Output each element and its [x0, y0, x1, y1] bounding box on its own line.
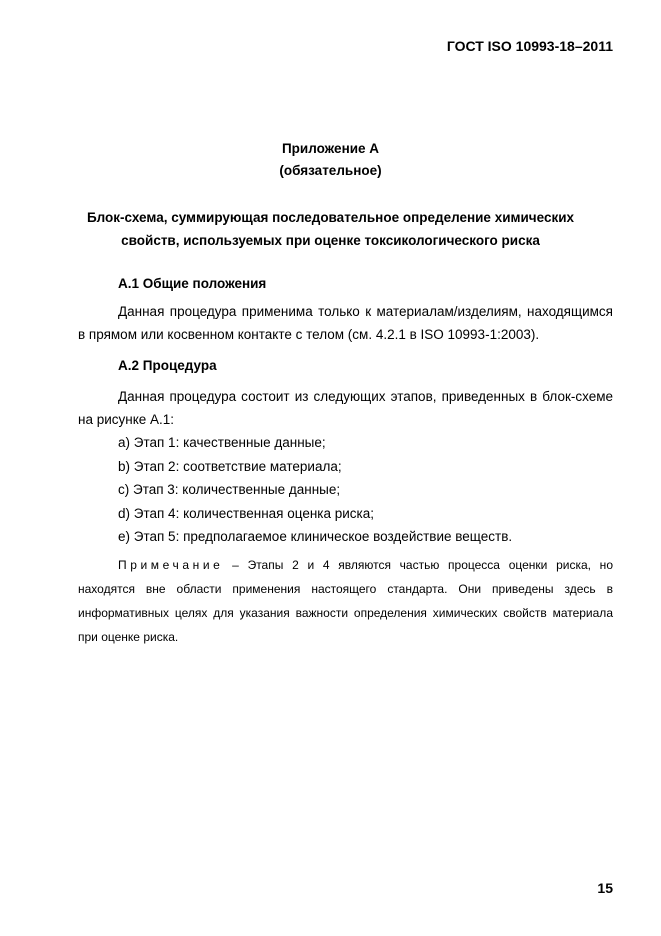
note-text: – Этапы 2 и 4 являются частью процесса оценки риска, но находятся вне области применения настоящего стандарта. Они приведены здесь в информативных целях для указания важности определения химических свойств материала при оценке риска.: [78, 558, 613, 644]
annex-title-block: [0, 138, 661, 182]
procedure-steps-list: [118, 431, 512, 549]
main-heading: [0, 206, 661, 252]
main-heading-line-1: Блок-схема, суммирующая последовательное определение химических: [86, 210, 575, 225]
list-item: e) Этап 5: предполагаемое клиническое воздействие веществ.: [118, 529, 513, 544]
note-label: Примечание: [118, 558, 224, 572]
section-general-paragraph: Данная процедура применима только к материалам/изделиям, находящимся в прямом или косвенном контакте с телом (см. 4.2.1 в ISO 10993-1:2003).: [78, 304, 613, 342]
list-item: d) Этап 4: количественная оценка риска;: [118, 505, 375, 521]
annex-status: (обязательное): [279, 163, 382, 178]
section-heading-procedure: А.2 Процедура: [118, 358, 217, 373]
page-number: 15: [597, 880, 613, 896]
section-general-body: [78, 300, 613, 346]
note-block: [78, 553, 613, 649]
list-item: a) Этап 1: качественные данные;: [118, 435, 326, 450]
main-heading-line-2: свойств, используемых при оценке токсикологического риска: [121, 233, 540, 248]
list-item: b) Этап 2: соответствие материала;: [118, 458, 342, 474]
document-code: ГОСТ ISO 10993-18–2011: [446, 38, 613, 54]
section-heading-general: А.1 Общие положения: [118, 276, 267, 291]
list-item: c) Этап 3: количественные данные;: [118, 482, 341, 497]
annex-title: Приложение А: [281, 141, 380, 156]
section-procedure-body: [78, 385, 613, 431]
section-procedure-paragraph: Данная процедура состоит из следующих этапов, приведенных в блок-схеме на рисунке А.1:: [78, 389, 613, 427]
